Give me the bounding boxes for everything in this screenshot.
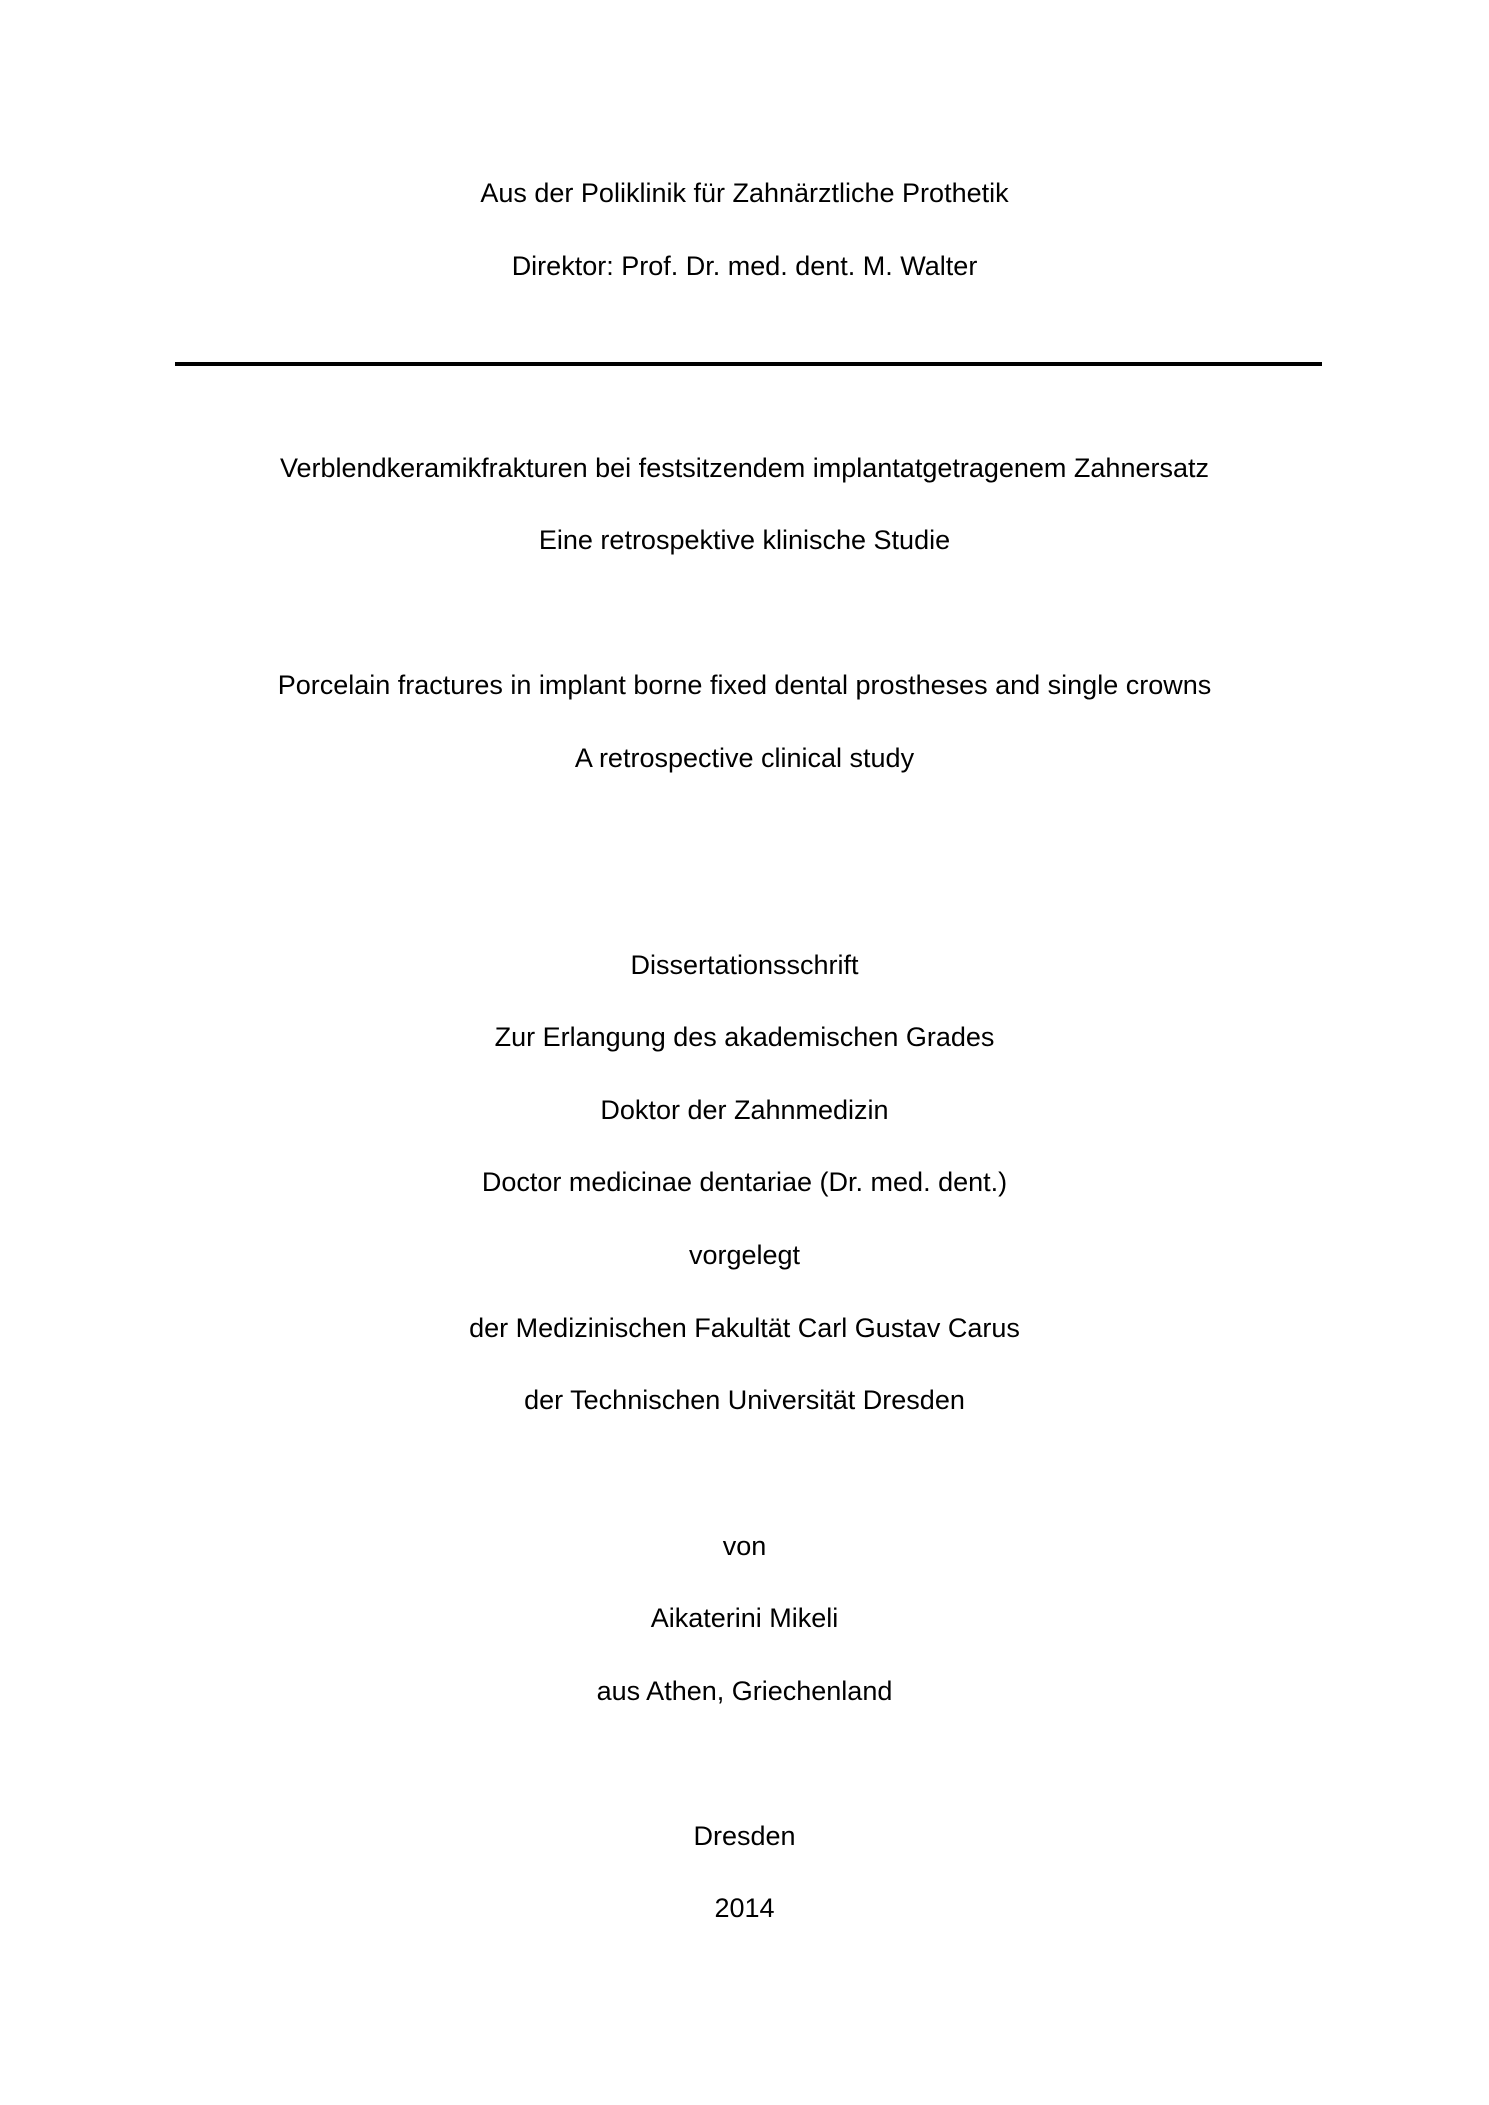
clinic-line: Aus der Poliklinik für Zahnärztliche Prothetik [480,178,1009,208]
submitted-label: vorgelegt [688,1240,801,1270]
director-line: Direktor: Prof. Dr. med. dent. M. Walter [511,251,978,281]
faculty-line: der Medizinischen Fakultät Carl Gustav Carus [469,1313,1020,1343]
degree-latin: Doctor medicinae dentariae (Dr. med. dent.) [481,1167,1008,1197]
german-title: Verblendkeramikfrakturen bei festsitzendem implantatgetragenem Zahnersatz [280,453,1209,483]
by-label: von [722,1531,767,1561]
english-title: Porcelain fractures in implant borne fixed dental prostheses and single crowns [277,670,1212,700]
author-name: Aikaterini Mikeli [650,1603,839,1633]
university-line: der Technischen Universität Dresden [524,1385,965,1415]
german-subtitle: Eine retrospektive klinische Studie [538,525,951,555]
city-line: Dresden [693,1821,796,1851]
author-origin: aus Athen, Griechenland [596,1676,893,1706]
year-line: 2014 [714,1893,775,1923]
dissertation-purpose: Zur Erlangung des akademischen Grades [494,1022,995,1052]
degree-german: Doktor der Zahnmedizin [600,1095,889,1125]
dissertation-type: Dissertationsschrift [630,950,859,980]
horizontal-rule [175,362,1322,366]
english-subtitle: A retrospective clinical study [574,743,915,773]
